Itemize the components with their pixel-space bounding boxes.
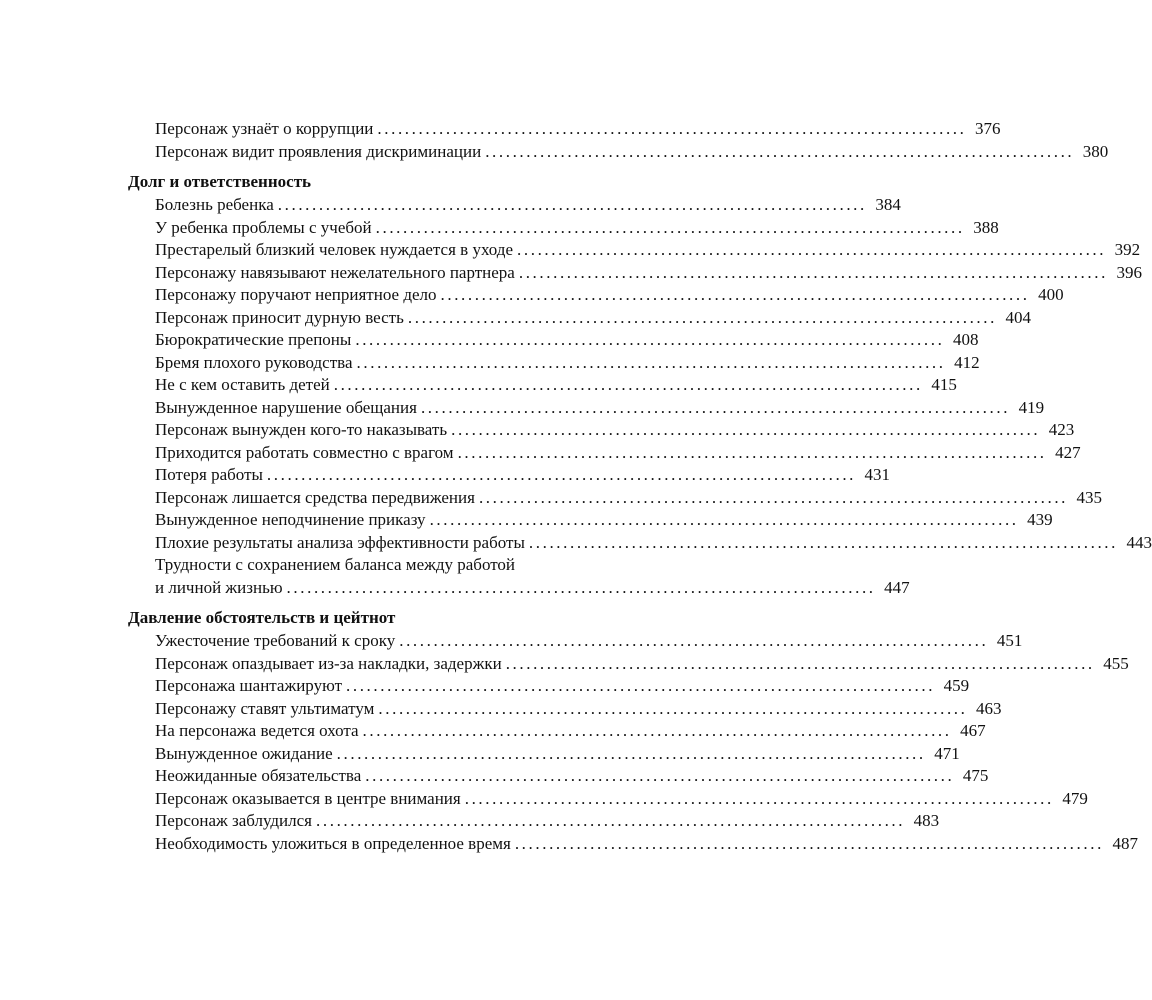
entry-title: Персонаж узнаёт о коррупции (155, 119, 374, 138)
entry-page: 459 (943, 676, 970, 695)
entry-page: 483 (913, 811, 940, 830)
leader-dots: ...................................................................................... (528, 532, 1118, 552)
entry-title: Плохие результаты анализа эффективности работы (155, 532, 525, 552)
entry-page: 443 (1126, 532, 1152, 552)
entry-page: 435 (1076, 487, 1103, 507)
entry-page: 471 (934, 743, 960, 763)
entry-title: Персонаж вынужден кого-то наказывать (155, 420, 448, 439)
entry-page: 427 (1055, 442, 1081, 462)
leader-dots: ...................................................................................... (514, 833, 1104, 853)
leader-dots: ...................................................................................... (266, 465, 857, 484)
toc-entry[interactable] (128, 487, 1103, 510)
section-heading: Давление обстоятельств и цейтнот (128, 608, 396, 627)
entry-title: Персонажу ставят ультиматум (155, 698, 375, 718)
leader-dots: ...................................................................................... (457, 442, 1047, 462)
entry-page: 479 (1062, 788, 1088, 808)
entry-title: Трудности с сохранением баланса между работой (155, 555, 516, 574)
entry-title: Вынужденное нарушение обещания (155, 397, 417, 417)
entry-title: Бюрократические препоны (155, 330, 352, 349)
toc-entry[interactable] (128, 810, 940, 833)
toc-entry[interactable] (128, 329, 979, 352)
toc-entry[interactable] (128, 239, 1141, 262)
entry-title: Персонаж опаздывает из-за накладки, задержки (155, 653, 502, 673)
toc-entry[interactable] (128, 374, 957, 397)
leader-dots: ...................................................................................... (505, 653, 1095, 673)
entry-page: 396 (1116, 262, 1142, 282)
entry-page: 451 (996, 631, 1023, 650)
entry-page: 419 (1018, 397, 1045, 417)
leader-dots: ...................................................................................... (407, 307, 997, 327)
toc-entry[interactable] (128, 284, 1064, 307)
entry-page: 415 (931, 375, 957, 394)
entry-page: 463 (976, 698, 1002, 718)
entry-page: 376 (975, 119, 1001, 138)
toc-entry[interactable] (128, 442, 1081, 465)
entry-title: Неожиданные обязательства (155, 766, 362, 785)
entry-page: 380 (1082, 141, 1109, 161)
leader-dots: ...................................................................................... (464, 788, 1054, 808)
entry-title: Персонажа шантажируют (155, 676, 342, 695)
entry-title: Не с кем оставить детей (155, 375, 330, 394)
leader-dots: ...................................................................................... (440, 285, 1030, 304)
entry-page: 431 (864, 465, 891, 484)
entry-title: Ужесточение требований к сроку (155, 631, 396, 650)
entry-title-continued: и личной жизнью (155, 577, 283, 597)
entry-page: 384 (875, 195, 901, 214)
toc-entry[interactable] (128, 509, 1053, 532)
leader-dots: ...................................................................................... (378, 698, 968, 718)
entry-title: Персонаж приносит дурную весть (155, 307, 404, 327)
leader-dots: ...................................................................................... (375, 217, 965, 237)
toc-entry[interactable] (128, 653, 1129, 676)
toc-entry[interactable] (128, 675, 970, 698)
leader-dots: ...................................................................................... (478, 487, 1069, 507)
toc-entry[interactable] (128, 532, 1152, 555)
leader-dots: ...................................................................................... (517, 240, 1107, 259)
toc-entry[interactable] (128, 554, 910, 599)
entry-page: 404 (1005, 307, 1031, 327)
leader-dots: ...................................................................................... (399, 631, 989, 650)
toc-section-duty (128, 171, 1152, 599)
entry-title: Престарелый близкий человек нуждается в уходе (155, 240, 514, 259)
entry-page: 439 (1027, 510, 1053, 529)
toc-entry[interactable] (128, 397, 1045, 420)
leader-dots: ...................................................................................... (365, 766, 955, 785)
leader-dots: ...................................................................................... (377, 119, 967, 138)
leader-dots: ...................................................................................... (333, 375, 923, 394)
entry-title: У ребенка проблемы с учебой (155, 217, 372, 237)
entry-title: Необходимость уложиться в определенное время (155, 833, 511, 853)
entry-page: 400 (1038, 285, 1064, 304)
leader-dots: ...................................................................................... (420, 397, 1011, 417)
toc-entry[interactable] (128, 194, 901, 217)
entry-title: Персонаж видит проявления дискриминации (155, 141, 482, 161)
leader-dots: ...................................................................................... (286, 577, 876, 597)
toc-entry[interactable] (128, 352, 980, 375)
leader-dots: ...................................................................................... (429, 510, 1019, 529)
toc-section-pressure (128, 607, 1138, 855)
leader-dots: ...................................................................................... (485, 141, 1075, 161)
toc-entry[interactable] (128, 307, 1031, 330)
entry-title-continued-line (155, 577, 910, 600)
entry-page: 475 (962, 766, 989, 785)
leader-dots: ...................................................................................... (356, 352, 946, 372)
toc-entry[interactable] (128, 141, 1109, 164)
entry-title: Потеря работы (155, 465, 263, 484)
toc-entry[interactable] (128, 419, 1075, 442)
toc-entry[interactable] (128, 217, 999, 240)
entry-page: 447 (884, 577, 910, 597)
toc-entry[interactable] (128, 118, 1001, 141)
entry-page: 408 (952, 330, 979, 349)
leader-dots: ...................................................................................... (336, 743, 926, 763)
entry-page: 455 (1103, 653, 1129, 673)
entry-title: Персонаж лишается средства передвижения (155, 487, 475, 507)
entry-page: 467 (960, 721, 986, 740)
leader-dots: ...................................................................................... (362, 721, 952, 740)
entry-title: Приходится работать совместно с врагом (155, 442, 454, 462)
leader-dots: ...................................................................................... (451, 420, 1041, 439)
entry-page: 392 (1114, 240, 1141, 259)
entry-title: Вынужденное неподчинение приказу (155, 510, 426, 529)
toc-entry[interactable] (128, 262, 1142, 285)
toc-entry[interactable] (128, 833, 1138, 856)
leader-dots: ...................................................................................... (355, 330, 945, 349)
entry-title: Персонаж заблудился (155, 811, 313, 830)
entry-page: 388 (973, 217, 999, 237)
entry-title: Персонажу поручают неприятное дело (155, 285, 437, 304)
table-of-contents (128, 118, 1152, 855)
toc-entry[interactable] (128, 743, 960, 766)
toc-entry[interactable] (128, 765, 989, 788)
toc-entry[interactable] (128, 720, 986, 743)
section-heading: Долг и ответственность (128, 172, 312, 191)
leader-dots: ...................................................................................... (518, 262, 1108, 282)
entry-title: Персонажу навязывают нежелательного партнера (155, 262, 515, 282)
entry-title: Болезнь ребенка (155, 195, 274, 214)
toc-entry[interactable] (128, 464, 891, 487)
leader-dots: ...................................................................................... (346, 676, 936, 695)
leader-dots: ...................................................................................... (316, 811, 906, 830)
toc-entry[interactable] (128, 698, 1002, 721)
entry-page: 423 (1048, 420, 1075, 439)
entry-title: Вынужденное ожидание (155, 743, 333, 763)
entry-title: Персонаж оказывается в центре внимания (155, 788, 461, 808)
toc-entry[interactable] (128, 788, 1088, 811)
toc-section-continued (128, 118, 1109, 163)
leader-dots: ...................................................................................... (277, 195, 867, 214)
entry-page: 487 (1112, 833, 1138, 853)
entry-page: 412 (954, 352, 980, 372)
toc-entry[interactable] (128, 630, 1023, 653)
entry-title: На персонажа ведется охота (155, 721, 359, 740)
entry-title: Бремя плохого руководства (155, 352, 353, 372)
